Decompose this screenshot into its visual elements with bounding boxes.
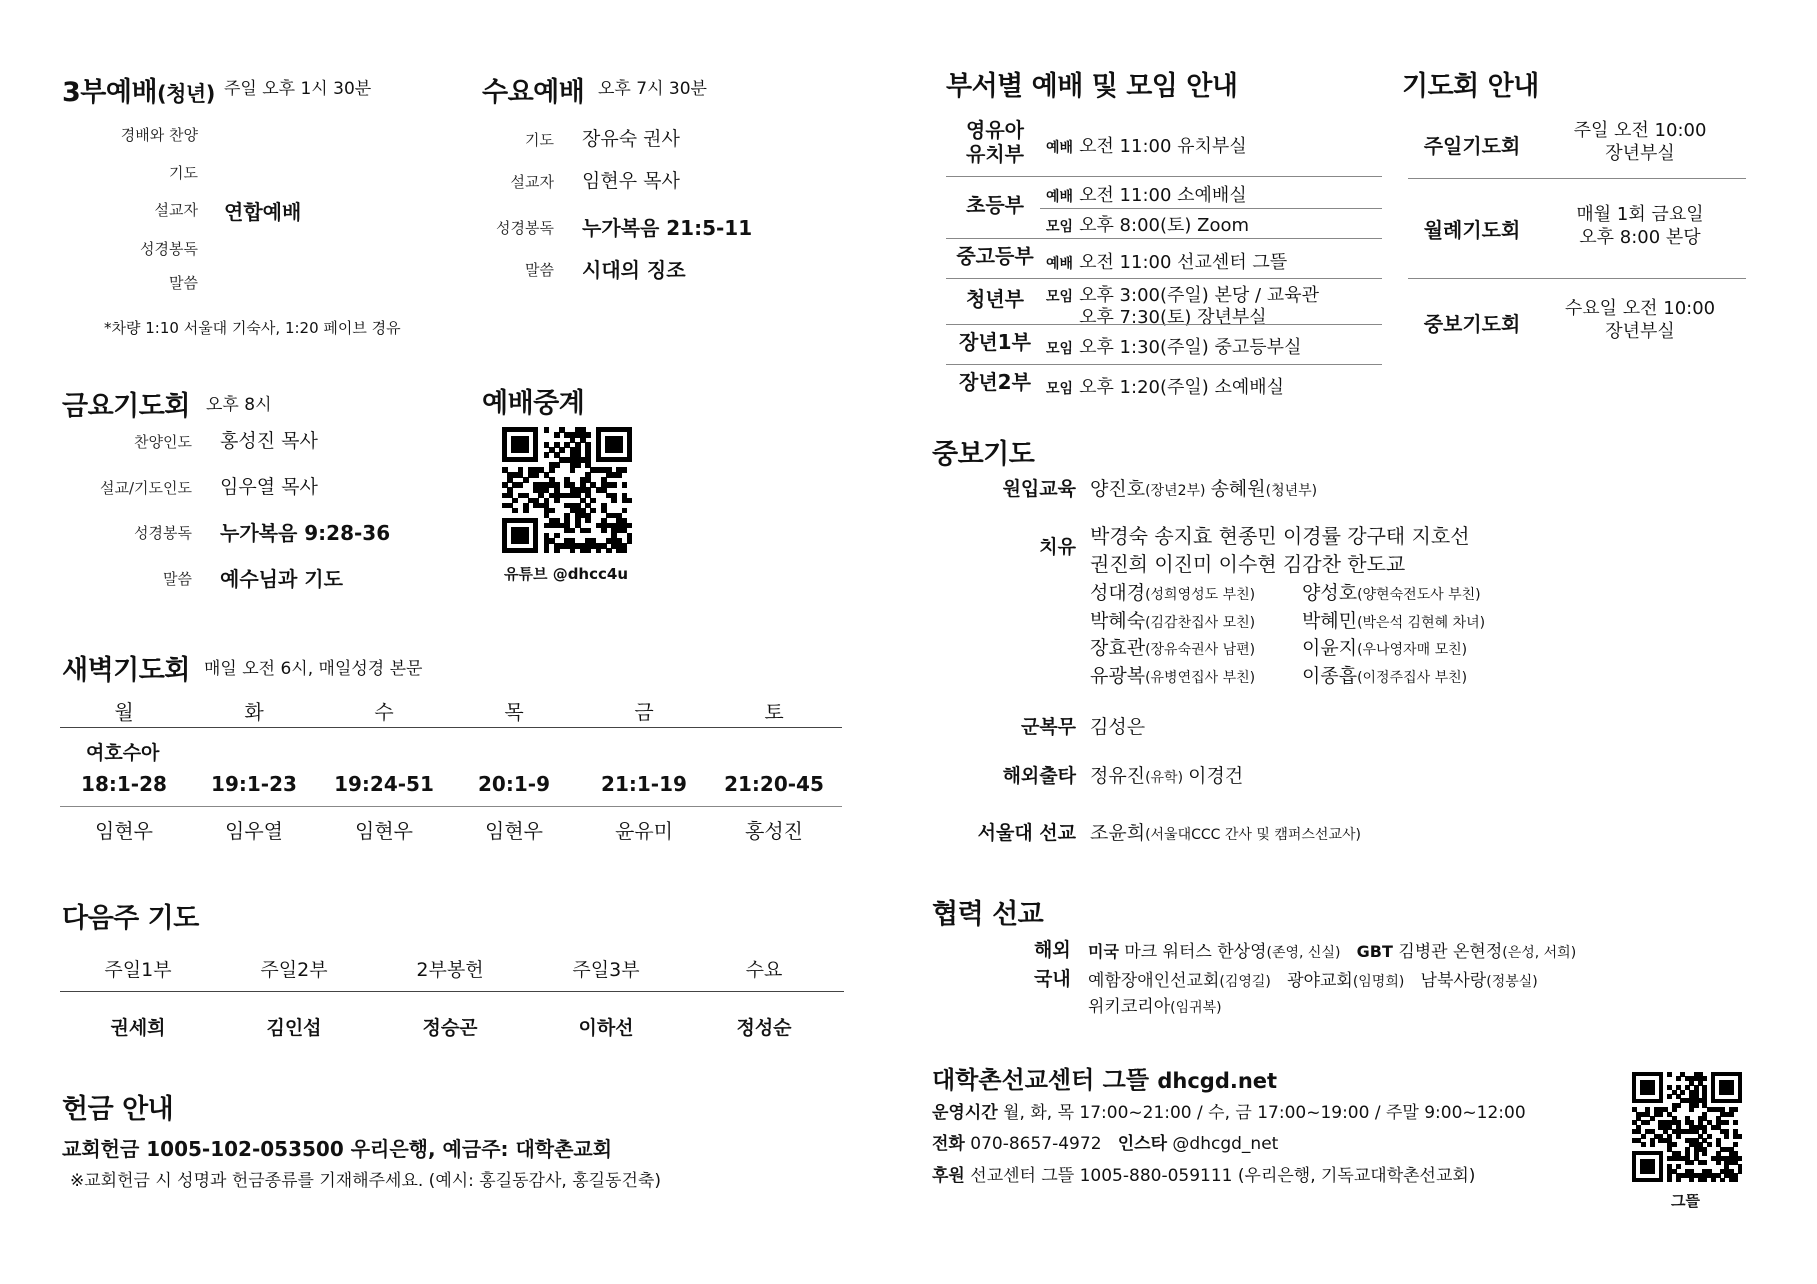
divider (946, 364, 1382, 365)
missionary-family: (은성, 서희) (1502, 945, 1577, 961)
qr-module (549, 467, 555, 473)
day-header: 목 (504, 700, 524, 724)
divider (946, 278, 1382, 279)
country: 미국 (1088, 942, 1119, 961)
qr-module (523, 477, 529, 483)
person (1090, 639, 1255, 658)
person (1302, 584, 1481, 603)
healing-person (1090, 606, 1255, 633)
domestic-list (1088, 966, 1549, 991)
country: GBT (1356, 942, 1393, 961)
program-value: 홍성진 목사 (220, 430, 318, 452)
department-name: 중고등부 (956, 244, 1034, 268)
prayer-slot: 주일1부 (104, 959, 172, 981)
leader: 임현우 (95, 819, 153, 843)
person-name: 이윤지 (1302, 637, 1358, 659)
center-hours: 운영시간 월, 화, 목 17:00~21:00 / 수, 금 17:00~19:00 / 주말 9:00~12:00 (932, 1103, 1526, 1123)
schedule-tag: 모임 (1046, 289, 1074, 305)
department-schedule (1046, 303, 1267, 329)
person-name: 정유진 (1090, 765, 1146, 787)
program-value: 시대의 징조 (582, 258, 686, 282)
missionary: 김병관 온현정 (1398, 942, 1503, 962)
program-label: 설교/기도인도 (100, 479, 192, 497)
intercession-category: 원입교육 (1002, 478, 1076, 500)
meeting-time: 주일 오전 10:00 (1573, 120, 1707, 141)
qr-module (1676, 1076, 1681, 1081)
qr-module (1711, 1178, 1716, 1182)
meeting-place: 장년부실 (1605, 143, 1675, 164)
qr-module (1702, 1160, 1707, 1165)
divider (946, 324, 1382, 325)
broadcast-title: 예배중계 (482, 388, 585, 419)
schedule-tag: 모임 (1046, 341, 1074, 357)
person (1090, 584, 1255, 603)
department-schedule (1046, 211, 1249, 237)
qr-module (1733, 1142, 1738, 1147)
wednesday-title: 수요예배 (482, 77, 585, 108)
department-name: 초등부 (966, 193, 1024, 217)
schedule-text: 오후 1:20(주일) 소예배실 (1079, 377, 1285, 398)
organization-contact: (임귀복) (1170, 1000, 1222, 1016)
domestic-list (1088, 992, 1222, 1017)
qr-module (1724, 1134, 1729, 1139)
qr-finder-pattern (1711, 1072, 1742, 1103)
qr-module (1733, 1107, 1738, 1112)
qr-module (1707, 1134, 1712, 1139)
qr-module (1738, 1156, 1742, 1161)
center-support: 후원 선교센터 그뜰 1005-880-059111 (우리은행, 기독교대학촌선교회) (932, 1166, 1476, 1186)
newmember-list (1090, 474, 1317, 501)
divider (60, 727, 842, 728)
meeting-time: 수요일 오전 10:00 (1564, 298, 1716, 319)
qr-module (554, 533, 560, 539)
qr-module (1689, 1160, 1694, 1165)
friday-time: 오후 8시 (206, 395, 272, 415)
healing-person (1090, 578, 1255, 605)
program-label: 성경봉독 (134, 524, 192, 542)
qr-module (570, 548, 576, 553)
person (1211, 480, 1318, 499)
qr-finder-pattern (596, 427, 632, 462)
person-name: 이경건 (1188, 765, 1244, 787)
qr-module (627, 498, 632, 504)
schedule-text: 오후 3:00(주일) 본당 / 교육관 (1079, 285, 1319, 306)
person (1302, 639, 1467, 658)
divider (60, 991, 844, 992)
qr-module (616, 472, 622, 478)
prayer-person: 정승곤 (422, 1017, 478, 1039)
person-name: 송혜원 (1210, 478, 1266, 500)
person-name: 이종흡 (1302, 665, 1358, 687)
day-header: 월 (114, 700, 134, 724)
leader: 임현우 (485, 819, 543, 843)
wednesday-time: 오후 7시 30분 (598, 79, 707, 99)
person-note: (유병연집사 부친) (1145, 670, 1256, 686)
day-header: 수 (374, 700, 394, 724)
prayer-slot: 2부봉헌 (416, 959, 484, 981)
youtube-qr-code[interactable] (502, 427, 632, 553)
program-value: 누가복음 9:28-36 (220, 521, 391, 545)
qr-module (1702, 1151, 1707, 1156)
divider (946, 238, 1382, 239)
qr-module (1716, 1160, 1721, 1165)
center-contact: 전화 070-8657-4972 인스타 @dhcgd_net (932, 1134, 1279, 1154)
qr-module (518, 482, 524, 488)
leader: 윤유미 (615, 819, 673, 843)
qr-module (1720, 1178, 1725, 1182)
passage: 19:1-23 (211, 772, 297, 796)
qr-module (1738, 1169, 1742, 1174)
program-value: 예수님과 기도 (220, 567, 343, 591)
healing-person (1090, 661, 1255, 688)
department-name: 영유아 유치부 (966, 118, 1024, 166)
schedule-tag: 예배 (1046, 189, 1074, 205)
qr-module (544, 427, 550, 433)
qr-module (523, 508, 529, 514)
qr-module (606, 548, 612, 553)
program-label: 경배와 찬양 (120, 126, 198, 144)
person-note: (서울대CCC 간사 및 캠퍼스선교사) (1145, 827, 1361, 843)
program-label: 말씀 (163, 570, 192, 588)
missionary: 마크 워터스 한상영 (1124, 942, 1267, 962)
dawn-time: 매일 오전 6시, 매일성경 본문 (204, 659, 423, 679)
person-name: 장효관 (1090, 637, 1146, 659)
qr-module (585, 548, 591, 553)
qr-module (1672, 1142, 1677, 1147)
person-note: (양현숙전도사 부친) (1357, 587, 1481, 603)
qr-module (1694, 1103, 1699, 1108)
qr-module (1645, 1120, 1650, 1125)
organization: 남북사랑 (1420, 971, 1487, 991)
leader: 임우열 (225, 819, 283, 843)
qr-module (590, 508, 596, 514)
qr-module (1733, 1120, 1738, 1125)
intercession-category: 치유 (1039, 536, 1076, 558)
qr-module (570, 467, 576, 473)
qr-module (570, 528, 576, 534)
qr-module (627, 523, 632, 529)
qr-module (1658, 1112, 1663, 1117)
healing-names: 박경숙 송지효 현종민 이경률 강구태 지호선 (1090, 524, 1470, 548)
qr-module (544, 548, 550, 553)
program-value: 장유숙 권사 (582, 128, 680, 150)
military-name: 김성은 (1090, 716, 1146, 738)
person (1090, 612, 1255, 631)
prayer-slot: 주일2부 (260, 959, 328, 981)
person-note: (우나영자매 모친) (1357, 642, 1468, 658)
program-label: 기도 (169, 164, 198, 182)
qr-module (1676, 1164, 1681, 1169)
worship3-time: 주일 오후 1시 30분 (224, 79, 372, 99)
meeting-name: 중보기도회 (1423, 312, 1521, 336)
organization: 예함장애인선교회 (1088, 971, 1220, 991)
youtube-handle: 유튜브 @dhcc4u (504, 565, 629, 583)
person-note: (김감찬집사 모친) (1145, 615, 1256, 631)
person-name: 박혜숙 (1090, 610, 1146, 632)
schedule-text: 오후 7:30(토) 장년부실 (1079, 307, 1267, 328)
qr-module (512, 498, 518, 504)
prayer-person: 권세희 (110, 1017, 166, 1039)
person (1090, 667, 1255, 686)
schedule-text: 오전 11:00 소예배실 (1079, 185, 1247, 206)
department-schedule (1046, 373, 1284, 399)
divider (946, 176, 1382, 177)
person (1090, 824, 1361, 843)
schedule-text: 오전 11:00 선교센터 그뜰 (1079, 252, 1288, 273)
qr-module (627, 538, 632, 544)
prayer-person: 이하선 (578, 1017, 634, 1039)
person-note: (장유숙권사 남편) (1145, 642, 1256, 658)
qr-module (585, 518, 591, 524)
qr-module (1707, 1142, 1712, 1147)
qr-finder-pattern (502, 427, 538, 462)
qr-module (1672, 1107, 1677, 1112)
qr-finder-pattern (1632, 1151, 1663, 1182)
dawn-title: 새벽기도회 (62, 655, 190, 686)
qr-module (1680, 1090, 1685, 1095)
partner-mission-title: 협력 선교 (932, 899, 1044, 930)
qr-module (544, 452, 550, 458)
program-label: 찬양인도 (134, 433, 192, 451)
schedule-text: 오전 11:00 유치부실 (1079, 136, 1247, 157)
qr-module (1689, 1178, 1694, 1182)
person-name: 박혜민 (1302, 610, 1358, 632)
organization-contact: (정봉실) (1486, 974, 1538, 990)
worship3-title: 3부예배(청년) (62, 77, 215, 108)
qr-module (1676, 1134, 1681, 1139)
qr-module (554, 432, 560, 438)
healing-names: 권진희 이진미 이수현 김감찬 한도교 (1090, 552, 1406, 576)
overseas-list (1088, 937, 1587, 962)
healing-person (1302, 578, 1481, 605)
schedule-tag: 예배 (1046, 140, 1074, 156)
department-name: 청년부 (966, 287, 1024, 311)
qr-module (622, 467, 628, 473)
department-name: 장년2부 (959, 370, 1031, 394)
qr-module (596, 548, 602, 553)
passage: 20:1-9 (478, 772, 550, 796)
organization: 위키코리아 (1088, 997, 1171, 1017)
schedule-tag: 예배 (1046, 256, 1074, 272)
qr-module (1667, 1094, 1672, 1099)
organization-contact: (김영길) (1219, 974, 1271, 990)
schedule-tag: 모임 (1046, 219, 1074, 235)
department-name: 장년1부 (959, 330, 1031, 354)
healing-person (1090, 633, 1255, 660)
qr-module (1641, 1134, 1646, 1139)
qr-module (611, 498, 617, 504)
meeting-name: 주일기도회 (1423, 134, 1521, 158)
qr-module (585, 432, 591, 438)
day-header: 화 (244, 700, 264, 724)
qr-module (1724, 1120, 1729, 1125)
person-note: (장년2부) (1145, 483, 1206, 499)
qr-module (559, 447, 565, 453)
intercession-category: 군복무 (1020, 716, 1076, 738)
friday-title: 금요기도회 (62, 391, 190, 422)
schedule-text: 오후 8:00(토) Zoom (1079, 215, 1250, 236)
person (1302, 667, 1467, 686)
offering-title: 헌금 안내 (62, 1094, 174, 1125)
program-value: 연합예배 (224, 200, 302, 224)
dawn-book: 여호수아 (86, 742, 160, 764)
qr-module (554, 462, 560, 468)
leader: 임현우 (355, 819, 413, 843)
divider (60, 806, 842, 807)
qr-module (1729, 1112, 1734, 1117)
leader: 홍성진 (745, 819, 803, 843)
worship3-note: *차량 1:10 서울대 기숙사, 1:20 페이브 경유 (104, 319, 401, 337)
healing-person (1302, 606, 1485, 633)
qr-module (622, 508, 628, 514)
person (1090, 480, 1205, 499)
offering-account: 교회헌금 1005-102-053500 우리은행, 예금주: 대학촌교회 (62, 1137, 613, 1161)
schedule-text: 오후 1:30(주일) 중고등부실 (1079, 337, 1302, 358)
qr-module (1667, 1178, 1672, 1182)
program-label: 설교자 (154, 201, 198, 219)
qr-finder-pattern (1632, 1072, 1663, 1103)
person-note: (이정주집사 부친) (1357, 670, 1468, 686)
department-schedule (1046, 132, 1247, 158)
divider (1040, 208, 1382, 209)
organization-contact: (임명희) (1352, 974, 1405, 990)
prayer-person: 정성순 (736, 1017, 792, 1039)
program-label: 성경봉독 (140, 240, 198, 258)
person-note: (청년부) (1265, 483, 1318, 499)
qr-module (512, 508, 518, 514)
missionary-family: (존영, 신실) (1266, 945, 1341, 961)
person-name: 양성호 (1302, 582, 1358, 604)
center-qr-caption: 그뜰 (1671, 1192, 1700, 1210)
person (1302, 612, 1485, 631)
qr-module (1650, 1142, 1655, 1147)
divider (1408, 278, 1746, 279)
qr-module (1733, 1178, 1738, 1182)
meeting-place: 장년부실 (1605, 321, 1675, 342)
meeting-time: 매월 1회 금요일 (1576, 204, 1704, 225)
person-name: 양진호 (1090, 478, 1146, 500)
person-note: (유학) (1145, 770, 1184, 786)
program-label: 기도 (525, 131, 554, 149)
qr-module (611, 482, 617, 488)
qr-module (1702, 1076, 1707, 1081)
snu-missionary (1090, 818, 1361, 845)
program-label: 말씀 (525, 261, 554, 279)
department-schedule (1046, 181, 1247, 207)
qr-module (575, 462, 581, 468)
qr-module (622, 482, 628, 488)
departments-title: 부서별 예배 및 모임 안내 (946, 71, 1238, 102)
meeting-name: 월례기도회 (1423, 218, 1521, 242)
healing-person (1302, 661, 1467, 688)
person (1090, 767, 1183, 786)
region-label: 국내 (1034, 968, 1071, 990)
day-header: 토 (764, 700, 784, 724)
program-label: 말씀 (169, 274, 198, 292)
qr-module (1738, 1134, 1742, 1139)
qr-module (1689, 1107, 1694, 1112)
passage: 21:20-45 (724, 772, 824, 796)
prayer-slot: 수요 (745, 959, 783, 981)
qr-module (585, 528, 591, 534)
program-value: 임우열 목사 (220, 476, 318, 498)
qr-module (554, 498, 560, 504)
person-note: (성희영성도 부친) (1145, 587, 1256, 603)
meeting-place: 오후 8:00 본당 (1579, 227, 1701, 248)
person-name: 성대경 (1090, 582, 1146, 604)
passage: 18:1-28 (81, 772, 167, 796)
program-value: 임현우 목사 (582, 170, 680, 192)
qr-module (549, 508, 555, 514)
program-value: 누가복음 21:5-11 (582, 216, 753, 240)
person (1188, 767, 1243, 786)
program-label: 설교자 (510, 173, 554, 191)
prayer-meetings-title: 기도회 안내 (1402, 71, 1539, 102)
intercession-category: 해외출타 (1002, 765, 1076, 787)
region-label: 해외 (1034, 939, 1071, 961)
qr-module (554, 548, 560, 553)
program-label: 성경봉독 (496, 219, 554, 237)
abroad-list (1090, 761, 1243, 788)
person-note: (박은석 김현혜 차녀) (1357, 615, 1486, 631)
qr-module (622, 548, 628, 553)
department-schedule (1046, 333, 1301, 359)
offering-note: ※교회헌금 시 성명과 헌금종류를 기재해주세요. (예시: 홍길동감사, 홍길동건축) (70, 1171, 661, 1191)
next-prayer-title: 다음주 기도 (62, 903, 199, 934)
qr-module (1650, 1116, 1655, 1121)
qr-module (533, 472, 539, 478)
intercession-title: 중보기도 (932, 439, 1035, 470)
day-header: 금 (634, 700, 654, 724)
intercession-category: 서울대 선교 (977, 822, 1076, 844)
qr-module (1676, 1178, 1681, 1182)
center-title: 대학촌선교센터 그뜰 dhcgd.net (932, 1066, 1278, 1094)
qr-module (1702, 1178, 1707, 1182)
qr-module (601, 528, 607, 534)
healing-person (1302, 633, 1467, 660)
qr-module (1667, 1072, 1672, 1077)
passage: 21:1-19 (601, 772, 687, 796)
divider (1408, 178, 1746, 179)
qr-module (590, 498, 596, 504)
qr-finder-pattern (502, 518, 538, 553)
department-schedule (1046, 248, 1287, 274)
schedule-tag: 모임 (1046, 381, 1074, 397)
prayer-person: 김인섭 (266, 1017, 322, 1039)
qr-module (1641, 1142, 1646, 1147)
person-name: 유광복 (1090, 665, 1146, 687)
qr-module (1676, 1103, 1681, 1108)
center-qr-code[interactable] (1632, 1072, 1742, 1182)
person-name: 조윤희 (1090, 822, 1146, 844)
prayer-slot: 주일3부 (572, 959, 640, 981)
passage: 19:24-51 (334, 772, 434, 796)
organization: 광야교회 (1287, 971, 1353, 991)
